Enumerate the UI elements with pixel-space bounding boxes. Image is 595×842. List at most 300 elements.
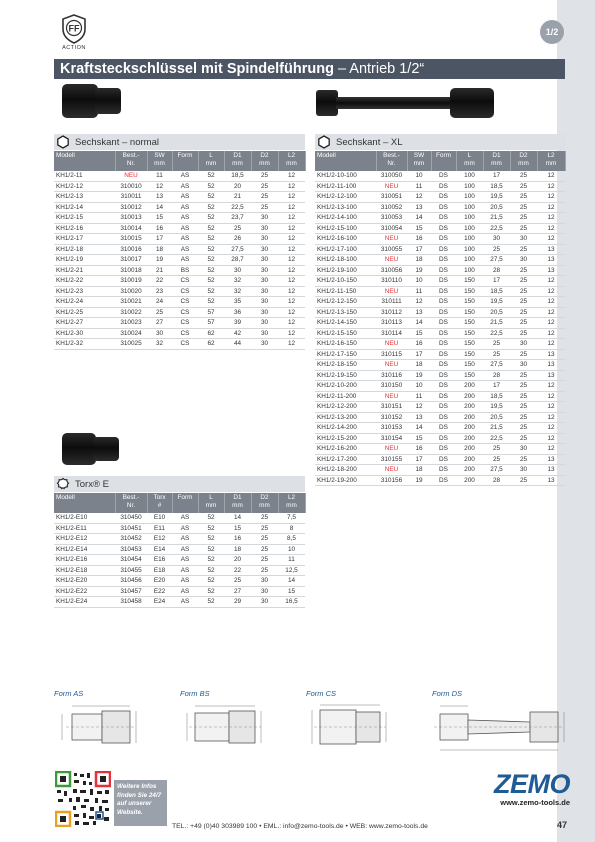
table-row [315,339,565,350]
table-cell: 14 [407,213,431,224]
table-cell: 12 [278,339,305,350]
table-cell: 15 [407,328,431,339]
table-cell: 310452 [115,534,147,545]
svg-text:FF: FF [68,23,80,34]
table-cell: 15 [407,433,431,444]
table-cell: 310020 [115,286,147,297]
table-cell: DS [431,244,456,255]
table-row [315,475,565,486]
table-cell: 13 [537,465,565,476]
table-row [315,412,565,423]
table-cell: KH1/2-E18 [54,565,115,576]
table-cell: 25 [510,181,537,192]
table-cell: 18 [147,244,172,255]
table-cell: 25 [147,307,172,318]
table-cell: 7,5 [278,513,305,523]
table-cell: 310012 [115,202,147,213]
table-row [54,339,305,350]
table-cell: 22,5 [483,328,510,339]
table-cell: 12 [278,213,305,224]
table-cell: E11 [147,523,172,534]
table-cell: 12 [537,234,565,245]
table-cell: 22,5 [483,223,510,234]
table-cell: KH1/2-16 [54,223,115,234]
table-cell: 310114 [376,328,407,339]
table-cell: AS [172,565,198,576]
table-row [54,555,305,566]
table-header-row [54,151,305,171]
table-cell: KH1/2-18-200 [315,465,376,476]
table-cell: 310450 [115,513,147,523]
table-cell: 12 [537,391,565,402]
table-cell: 310055 [376,244,407,255]
form-bs-label: Form BS [180,689,210,698]
table-cell: KH1/2-E22 [54,586,115,597]
table-cell: 310116 [376,370,407,381]
table-cell: 28 [483,370,510,381]
table-cell: AS [172,534,198,545]
table-cell: 25 [510,381,537,392]
table-cell: 13 [537,475,565,486]
table-row [54,276,305,287]
table-cell: NEU [376,234,407,245]
table-cell: DS [431,402,456,413]
table-cell: E18 [147,565,172,576]
table-row [315,370,565,381]
table-cell: 100 [456,244,483,255]
table-cell: 310113 [376,318,407,329]
table-row [54,297,305,308]
column-header: D2 mm [251,493,278,513]
table-cell: BS [172,265,198,276]
table-cell: 28,7 [224,255,251,266]
table-cell: 30 [251,276,278,287]
table-cell: 39 [224,318,251,329]
table-cell: 27,5 [483,255,510,266]
table-cell: 100 [456,223,483,234]
table-cell: 25 [510,349,537,360]
table-cell: 25 [510,318,537,329]
table-cell: 19 [407,265,431,276]
table-cell: 21,5 [483,213,510,224]
table-cell: 25 [510,297,537,308]
table-cell: 310053 [376,213,407,224]
table-cell: 30 [224,265,251,276]
table-cell: AS [172,244,198,255]
table-cell: 13 [537,265,565,276]
table-cell: 310013 [115,213,147,224]
table-cell: 25 [510,223,537,234]
table-cell: 12 [537,307,565,318]
action-logo [58,14,90,54]
table-cell: 14 [407,318,431,329]
table-cell: KH1/2-11 [54,171,115,181]
table-cell: 12 [537,181,565,192]
table-row [54,576,305,587]
table-cell: 20 [224,555,251,566]
table-cell: KH1/2-18-100 [315,255,376,266]
table-cell: 310025 [115,339,147,350]
table-cell: 30 [251,339,278,350]
zemo-url: www.zemo-tools.de [500,798,570,807]
table-cell: NEU [376,465,407,476]
table-cell: 52 [198,597,224,608]
table-cell: 12 [537,339,565,350]
action-logo-icon [61,14,87,44]
table-cell: KH1/2-19-100 [315,265,376,276]
table-cell: 52 [198,223,224,234]
table-cell: 150 [456,370,483,381]
table-row [315,223,565,234]
table-cell: 200 [456,412,483,423]
table-cell: 25 [251,523,278,534]
socket-torx-image [62,433,120,465]
table-cell: DS [431,412,456,423]
table-cell: 27 [147,318,172,329]
table-row [315,381,565,392]
table-cell: KH1/2-E12 [54,534,115,545]
table-cell: 18,5 [224,171,251,181]
table-cell: 25 [483,349,510,360]
column-header: D1 mm [483,151,510,171]
table-row [54,223,305,234]
column-header: D2 mm [251,151,278,171]
table-cell: 12 [278,265,305,276]
table-cell: 12 [537,297,565,308]
table-cell: 310458 [115,597,147,608]
table-cell: AS [172,597,198,608]
table-cell: DS [431,328,456,339]
table-row [315,423,565,434]
table-torx [54,493,306,608]
table-row [315,171,565,181]
table-cell: 52 [198,192,224,203]
table-row [315,349,565,360]
table-cell: KH1/2-E20 [54,576,115,587]
table-row [54,318,305,329]
table-cell: 310056 [376,265,407,276]
table-cell: 25 [510,265,537,276]
form-as-label: Form AS [54,689,84,698]
table-cell: KH1/2-15-150 [315,328,376,339]
table-cell: 44 [224,339,251,350]
table-cell: AS [172,555,198,566]
table-cell: 150 [456,328,483,339]
table-cell: AS [172,181,198,192]
table-cell: 16,5 [278,597,305,608]
table-cell: CS [172,297,198,308]
table-cell: 52 [198,565,224,576]
table-cell: 12 [537,223,565,234]
column-header: Best.- Nr. [115,151,147,171]
table-cell: 12 [278,255,305,266]
table-normal [54,151,306,350]
column-header: SW mm [147,151,172,171]
table-row [315,391,565,402]
table-cell: 24 [147,297,172,308]
table-cell: AS [172,234,198,245]
table-cell: 150 [456,318,483,329]
column-header: Modell [54,151,115,171]
table-cell: 19,5 [483,402,510,413]
table-cell: 13 [147,192,172,203]
table-cell: KH1/2-15-200 [315,433,376,444]
table-cell: 16 [407,444,431,455]
table-cell: CS [172,339,198,350]
table-cell: 30 [510,444,537,455]
table-cell: 22,5 [483,433,510,444]
table-row [54,244,305,255]
table-cell: 52 [198,244,224,255]
table-cell: AS [172,576,198,587]
table-cell: 12 [278,297,305,308]
table-cell: 57 [198,318,224,329]
column-header: L2 mm [537,151,565,171]
table-cell: KH1/2-18 [54,244,115,255]
table-cell: 62 [198,339,224,350]
table-cell: DS [431,465,456,476]
table-cell: 13 [407,412,431,423]
table-cell: KH1/2-13-150 [315,307,376,318]
form-ds-label: Form DS [432,689,462,698]
table-cell: KH1/2-16-200 [315,444,376,455]
table-cell: KH1/2-E11 [54,523,115,534]
table-cell: 310151 [376,402,407,413]
table-cell: KH1/2-17 [54,234,115,245]
table-cell: 200 [456,433,483,444]
table-torx-header [54,476,305,492]
table-torx-title: Torx® E [75,478,109,490]
table-cell: 26 [224,234,251,245]
table-cell: KH1/2-17-100 [315,244,376,255]
table-cell: 23,7 [224,213,251,224]
table-xl [315,151,566,486]
table-cell: 8,5 [278,534,305,545]
column-header: Form [172,493,198,513]
table-cell: DS [431,339,456,350]
table-cell: DS [431,213,456,224]
table-cell: KH1/2-11-100 [315,181,376,192]
table-cell: KH1/2-32 [54,339,115,350]
table-cell: 15 [278,586,305,597]
table-cell: KH1/2-15-100 [315,223,376,234]
table-cell: 52 [198,297,224,308]
table-cell: DS [431,318,456,329]
table-cell: 200 [456,475,483,486]
table-cell: 25 [510,213,537,224]
table-cell: 13 [537,255,565,266]
table-cell: 12 [537,433,565,444]
table-cell: 310457 [115,586,147,597]
table-cell: 150 [456,286,483,297]
table-cell: 21 [147,265,172,276]
table-cell: 22,5 [224,202,251,213]
table-cell: 32 [224,276,251,287]
table-cell: 310014 [115,223,147,234]
table-cell: 16 [147,223,172,234]
table-cell: 100 [456,181,483,192]
table-cell: 310021 [115,297,147,308]
column-header: Best.- Nr. [115,493,147,513]
table-cell: DS [431,255,456,266]
table-cell: KH1/2-16-150 [315,339,376,350]
table-row [315,276,565,287]
table-row [315,433,565,444]
table-cell: AS [172,223,198,234]
table-cell: KH1/2-21 [54,265,115,276]
table-cell: 52 [198,171,224,181]
table-header-row [315,151,565,171]
table-cell: 30 [510,465,537,476]
zemo-logo[interactable] [486,770,570,810]
table-cell: 30 [251,265,278,276]
table-cell: NEU [376,255,407,266]
column-header: Torx # [147,493,172,513]
table-cell: DS [431,370,456,381]
table-cell: AS [172,192,198,203]
table-cell: 30 [510,234,537,245]
table-cell: DS [431,265,456,276]
table-cell: 12 [278,307,305,318]
table-cell: 52 [198,265,224,276]
table-cell: KH1/2-12-200 [315,402,376,413]
table-cell: 25 [510,391,537,402]
table-cell: 52 [198,586,224,597]
table-cell: NEU [376,339,407,350]
table-cell: 35 [224,297,251,308]
table-cell: 25 [251,555,278,566]
logo-text: ACTION [62,45,86,51]
hex-socket-icon [317,135,331,149]
table-cell: E22 [147,586,172,597]
table-cell: 12 [537,423,565,434]
hex-socket-icon [56,135,70,149]
table-cell: 310454 [115,555,147,566]
table-cell: 100 [456,255,483,266]
table-cell: CS [172,328,198,339]
table-cell: 52 [198,181,224,192]
table-row [54,265,305,276]
table-cell: 12 [537,192,565,203]
table-cell: 25 [510,244,537,255]
table-row [54,586,305,597]
table-cell: 12 [147,181,172,192]
table-cell: NEU [376,444,407,455]
table-cell: 25 [510,202,537,213]
table-cell: 19,5 [483,297,510,308]
table-cell: 27,5 [483,360,510,371]
table-cell: 23 [147,286,172,297]
table-cell: CS [172,318,198,329]
table-cell: 11 [407,286,431,297]
table-cell: 30 [483,234,510,245]
table-row [54,328,305,339]
table-row [54,234,305,245]
table-cell: 150 [456,339,483,350]
table-cell: 52 [198,576,224,587]
table-row [315,318,565,329]
table-cell: 100 [456,265,483,276]
table-row [315,360,565,371]
table-row [54,286,305,297]
table-cell: 310011 [115,192,147,203]
table-cell: 27 [224,586,251,597]
table-cell: KH1/2-10-200 [315,381,376,392]
column-header: L mm [456,151,483,171]
table-cell: 310051 [376,192,407,203]
table-cell: 30 [251,576,278,587]
table-cell: 25 [483,244,510,255]
table-row [315,454,565,465]
table-cell: KH1/2-17-200 [315,454,376,465]
column-header: L2 mm [278,493,305,513]
table-cell: 310111 [376,297,407,308]
table-cell: 150 [456,297,483,308]
table-cell: KH1/2-11-200 [315,391,376,402]
column-header: Form [431,151,456,171]
table-cell: 14 [147,202,172,213]
table-row [54,544,305,555]
table-cell: 25 [251,565,278,576]
table-cell: 12 [278,223,305,234]
torx-socket-icon [56,477,70,491]
table-cell: KH1/2-18-150 [315,360,376,371]
table-cell: 52 [198,213,224,224]
table-row [315,402,565,413]
table-cell: DS [431,391,456,402]
table-cell: 25 [251,171,278,181]
table-cell: 310054 [376,223,407,234]
table-cell: 30 [510,255,537,266]
table-cell: 12 [278,328,305,339]
table-cell: 12 [537,381,565,392]
page-title [54,59,565,79]
column-header: Best.- Nr. [376,151,407,171]
table-cell: 310453 [115,544,147,555]
table-cell: 310018 [115,265,147,276]
table-cell: 310150 [376,381,407,392]
info-box: Weitere Infos finden Sie 24/7 auf unserer Website. [114,780,167,826]
table-cell: 310110 [376,276,407,287]
table-cell: 12 [407,402,431,413]
table-cell: 30 [251,244,278,255]
table-cell: DS [431,454,456,465]
table-cell: 310019 [115,276,147,287]
table-cell: 14 [278,576,305,587]
table-cell: CS [172,286,198,297]
table-cell: 25 [510,402,537,413]
table-row [54,192,305,203]
table-cell: KH1/2-13 [54,192,115,203]
qr-code-icon[interactable] [55,771,111,827]
form-as-drawing-icon [58,700,140,752]
table-cell: DS [431,381,456,392]
table-cell: 30 [251,586,278,597]
column-header: D2 mm [510,151,537,171]
table-cell: 310156 [376,475,407,486]
table-cell: KH1/2-11-150 [315,286,376,297]
title-bold: Kraftsteckschlüssel mit Spindelführung [60,61,334,77]
table-cell: 11 [147,171,172,181]
table-cell: E16 [147,555,172,566]
table-cell: 12 [278,318,305,329]
table-cell: 17 [483,381,510,392]
table-cell: 30 [251,223,278,234]
table-cell: 30 [251,255,278,266]
table-cell: 18,5 [483,391,510,402]
table-cell: 25 [510,171,537,181]
table-cell: 30 [147,328,172,339]
